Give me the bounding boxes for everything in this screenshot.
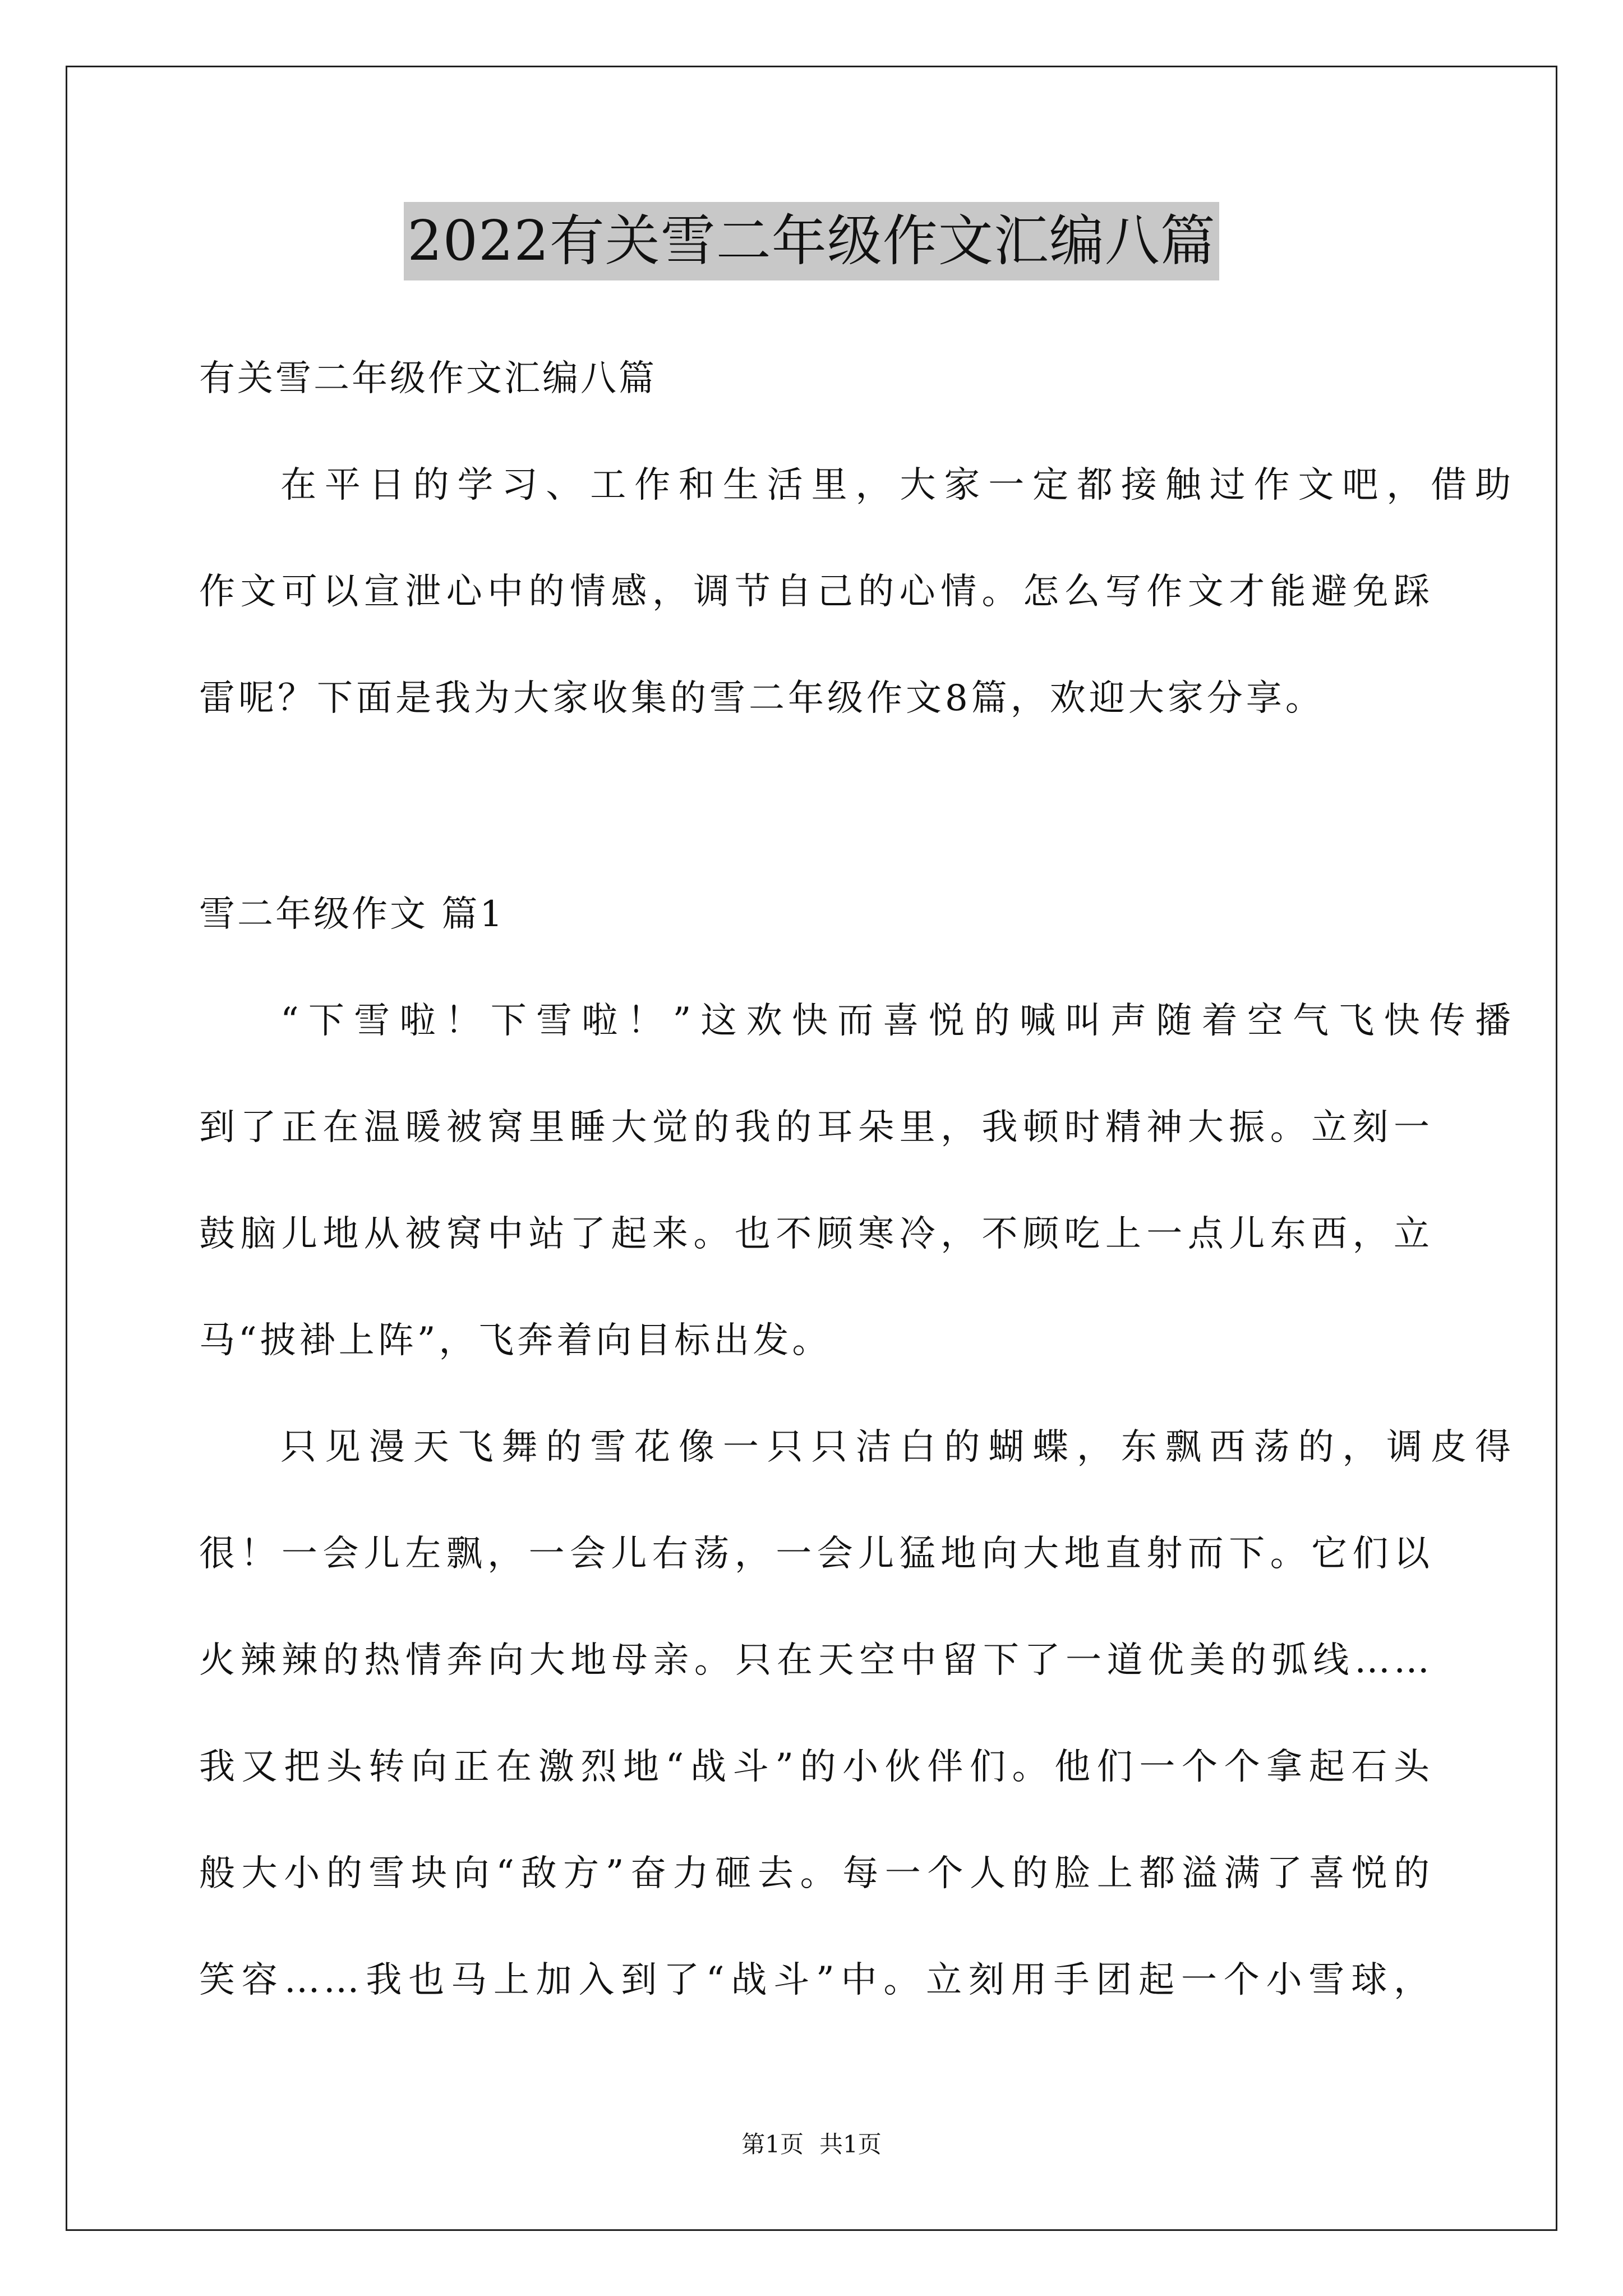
paragraph-line: 只见漫天飞舞的雪花像一只只洁白的蝴蝶，东飘西荡的，调皮得 (280, 1427, 1514, 1468)
paragraph-line: 很！一会儿左飘，一会儿右荡，一会儿猛地向大地直射而下。它们以 (199, 1533, 1433, 1575)
intro-line: 在平日的学习、工作和生活里，大家一定都接触过作文吧，借助 (280, 464, 1514, 506)
paragraph-line: 鼓脑儿地从被窝中站了起来。也不顾寒冷，不顾吃上一点儿东西，立 (199, 1213, 1433, 1255)
page-footer (0, 2128, 1623, 2161)
paragraph-line: 火辣辣的热情奔向大地母亲。只在天空中留下了一道优美的弧线…… (199, 1640, 1433, 1681)
paragraph-line: 到了正在温暖被窝里睡大觉的我的耳朵里，我顿时精神大振。立刻一 (199, 1107, 1433, 1148)
paragraph-line: 般大小的雪块向“敌方”奋力砸去。每一个人的脸上都溢满了喜悦的 (199, 1853, 1433, 1894)
paragraph-line: 笑容……我也马上加入到了“战斗”中。立刻用手团起一个小雪球， (199, 1959, 1433, 2001)
page-number: 第1页 (741, 2131, 804, 2158)
page-total: 共1页 (819, 2131, 882, 2158)
subtitle: 有关雪二年级作文汇编八篇 (199, 358, 657, 399)
document-title: 2022有关雪二年级作文汇编八篇 (404, 202, 1219, 280)
paragraph-line: “下雪啦！下雪啦！”这欢快而喜悦的喊叫声随着空气飞快传播 (280, 1000, 1514, 1042)
intro-line: 雷呢？下面是我为大家收集的雪二年级作文8篇，欢迎大家分享。 (199, 678, 1325, 719)
intro-line: 作文可以宣泄心中的情感，调节自己的心情。怎么写作文才能避免踩 (199, 571, 1433, 613)
paragraph-line: 我又把头转向正在激烈地“战斗”的小伙伴们。他们一个个拿起石头 (199, 1746, 1433, 1788)
title-container (0, 202, 1623, 280)
paragraph-line: 马“披褂上阵”，飞奔着向目标出发。 (199, 1320, 832, 1361)
section-heading: 雪二年级作文 篇1 (199, 894, 505, 935)
